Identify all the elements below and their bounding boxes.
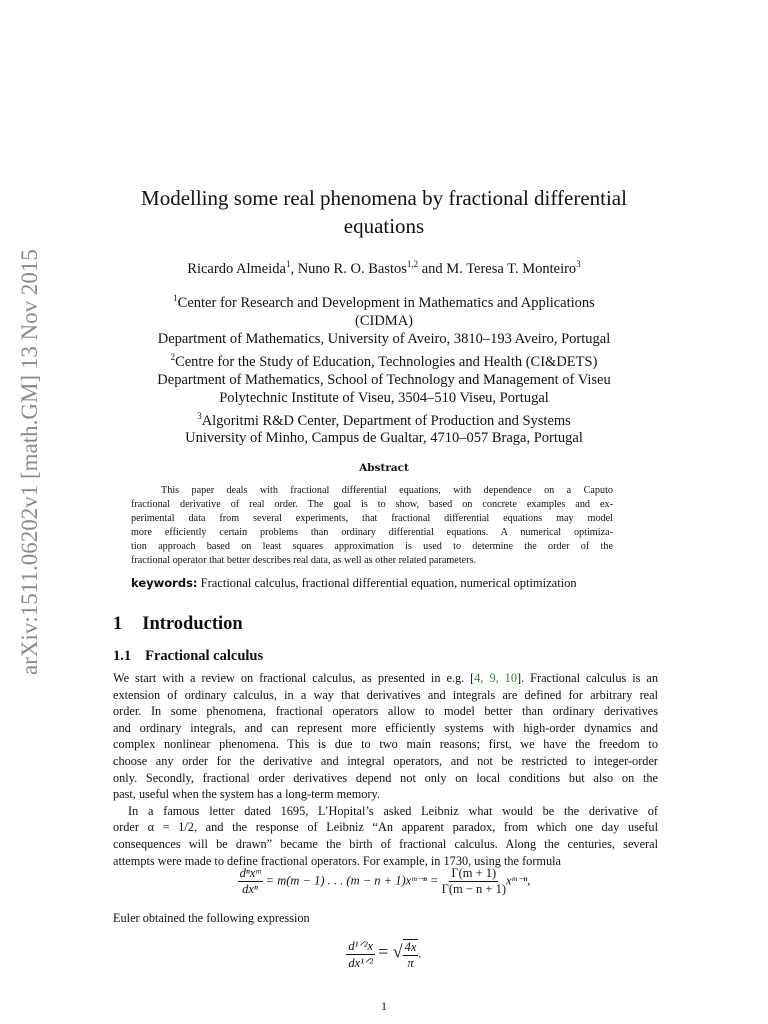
text-line: past, useful when the system has a long-term memory.	[113, 787, 380, 802]
section-number: 1	[113, 614, 123, 634]
abstract-line: tion approach based on least squares approximation is used to determine the order of the	[131, 541, 613, 552]
abstract-line: This paper deals with fractional differential equations, with dependence on a Caputo	[161, 485, 613, 496]
title-line: equations	[343, 214, 425, 238]
numerator: Γ(m + 1)	[451, 866, 497, 880]
affiliation-line	[0, 289, 768, 312]
aff-text: Polytechnic Institute of Viseu, 3504–510 Viseu, Portugal	[219, 389, 549, 406]
text-line: and ordinary integrals, and can represent more efficiently systems with high-order dynamics and	[113, 720, 658, 735]
keywords-label: keywords:	[131, 576, 198, 590]
author-sup: 1,2	[406, 259, 419, 269]
authors	[0, 259, 768, 278]
section-heading	[113, 614, 243, 635]
numerator: 4x	[404, 939, 417, 954]
text-line: order. In some phenomena, fractional operators allow to model better than ordinary derivatives	[113, 704, 658, 719]
equation-text: = m(m − 1) . . . (m − n + 1)xᵐ⁻ⁿ =	[265, 873, 439, 888]
equation-text: xᵐ⁻ⁿ,	[505, 873, 531, 888]
author: and M. Teresa T. Monteiro	[418, 260, 577, 277]
aff-text: (CIDMA)	[355, 312, 413, 329]
keywords	[131, 576, 577, 591]
denominator: Γ(m − n + 1)	[441, 882, 506, 896]
affiliation-line	[0, 312, 768, 330]
text: ]. Fractional calculus is an	[516, 671, 659, 685]
keywords-text: Fractional calculus, fractional differential equation, numerical optimization	[200, 576, 577, 590]
aff-sup: 2	[170, 351, 176, 362]
text-line: order α = 1/2, and the response of Leibniz “An apparent paradox, from which one day useful	[113, 820, 658, 835]
text-line: attempts were made to define fractional operators. For example, in 1730, using the formula	[113, 853, 562, 868]
text-line	[113, 670, 658, 687]
affiliation-line	[0, 429, 768, 447]
numerator: d¹ᐟ²x	[348, 939, 373, 953]
author-sup: 3	[576, 259, 581, 269]
aff-text: Department of Mathematics, School of Technology and Management of Viseu	[157, 371, 611, 388]
abstract-line: fractional derivative of real order. The goal is to show, based on concrete examples and ex-	[131, 499, 613, 510]
subsection-heading	[113, 648, 263, 665]
equation-1	[0, 866, 768, 897]
text-line: choose any order for the derivative and integral operators, and not be restricted to integer-order	[113, 753, 658, 768]
aff-text: Center for Research and Development in Mathematics and Applications	[177, 294, 595, 311]
aff-text: Department of Mathematics, University of Aveiro, 3810–193 Aveiro, Portugal	[157, 330, 611, 347]
abstract-line: more efficiently certain problems than ordinary differential equations. A numerical optimiza-	[131, 527, 613, 538]
abstract-heading: Abstract	[359, 462, 409, 474]
fraction	[403, 939, 422, 971]
aff-text: Algoritmi R&D Center, Department of Production and Systems	[201, 412, 571, 429]
subsection-number: 1.1	[113, 648, 132, 664]
denominator: dx¹ᐟ²	[348, 956, 373, 970]
equation-text: .	[418, 946, 422, 961]
text-line: complex nonlinear phenomena. This is due to two main reasons; first, we have the freedom to	[113, 737, 658, 752]
numerator: dⁿxᵐ	[239, 866, 261, 880]
arxiv-stamp: arXiv:1511.06202v1 [math.GM] 13 Nov 2015	[17, 249, 42, 675]
aff-sup: 1	[173, 293, 178, 303]
paper-title	[0, 186, 768, 239]
text-line: only. Secondly, fractional order derivatives depend not only on local conditions but also on the	[113, 770, 658, 785]
equation-2	[0, 938, 768, 971]
affiliation-line	[0, 330, 768, 348]
author: Ricardo Almeida	[187, 260, 286, 277]
denominator: π	[407, 955, 414, 970]
denominator: dxⁿ	[242, 882, 258, 896]
abstract-line: perimental data from several experiments, that fractional differential equations may model	[131, 513, 613, 524]
affiliation-line	[0, 371, 768, 389]
fraction	[346, 938, 375, 971]
section-title: Introduction	[142, 614, 243, 634]
aff-text: University of Minho, Campus de Gualtar, 4710–057 Braga, Portugal	[185, 430, 583, 447]
text-line: consequences will be drawn” became the birth of fractional calculus. Along the centuries, several	[113, 836, 658, 851]
euler-text: Euler obtained the following expression	[113, 911, 310, 925]
title-line: Modelling some real phenomena by fractional differential	[141, 186, 627, 210]
text-line: In a famous letter dated 1695, L’Hopital’s asked Leibniz what would be the derivative of	[128, 803, 658, 818]
page-number: 1	[381, 999, 387, 1013]
fraction	[238, 866, 263, 897]
fraction	[442, 866, 506, 897]
aff-sup: 3	[197, 410, 202, 421]
author: , Nuno R. O. Bastos	[290, 260, 407, 277]
equation-text: = √	[378, 941, 403, 962]
aff-text: Centre for the Study of Education, Technologies and Health (CI&DETS)	[175, 353, 598, 370]
affiliations	[0, 289, 768, 447]
author-sup: 1	[285, 259, 291, 269]
citation-link[interactable]: 4, 9, 10	[474, 671, 517, 685]
affiliation-line	[0, 348, 768, 371]
abstract-line: fractional operator that better describes real data, as well as other related parameters.	[131, 555, 477, 566]
affiliation-line	[0, 389, 768, 407]
subsection-title: Fractional calculus	[145, 648, 264, 664]
text-line: extension of ordinary calculus, in a way that derivatives and integrals are defined for arbitrary real	[113, 687, 658, 702]
affiliation-line	[0, 407, 768, 430]
paragraph-1	[113, 670, 658, 869]
text: We start with a review on fractional calculus, as presented in e.g. [	[113, 671, 475, 685]
